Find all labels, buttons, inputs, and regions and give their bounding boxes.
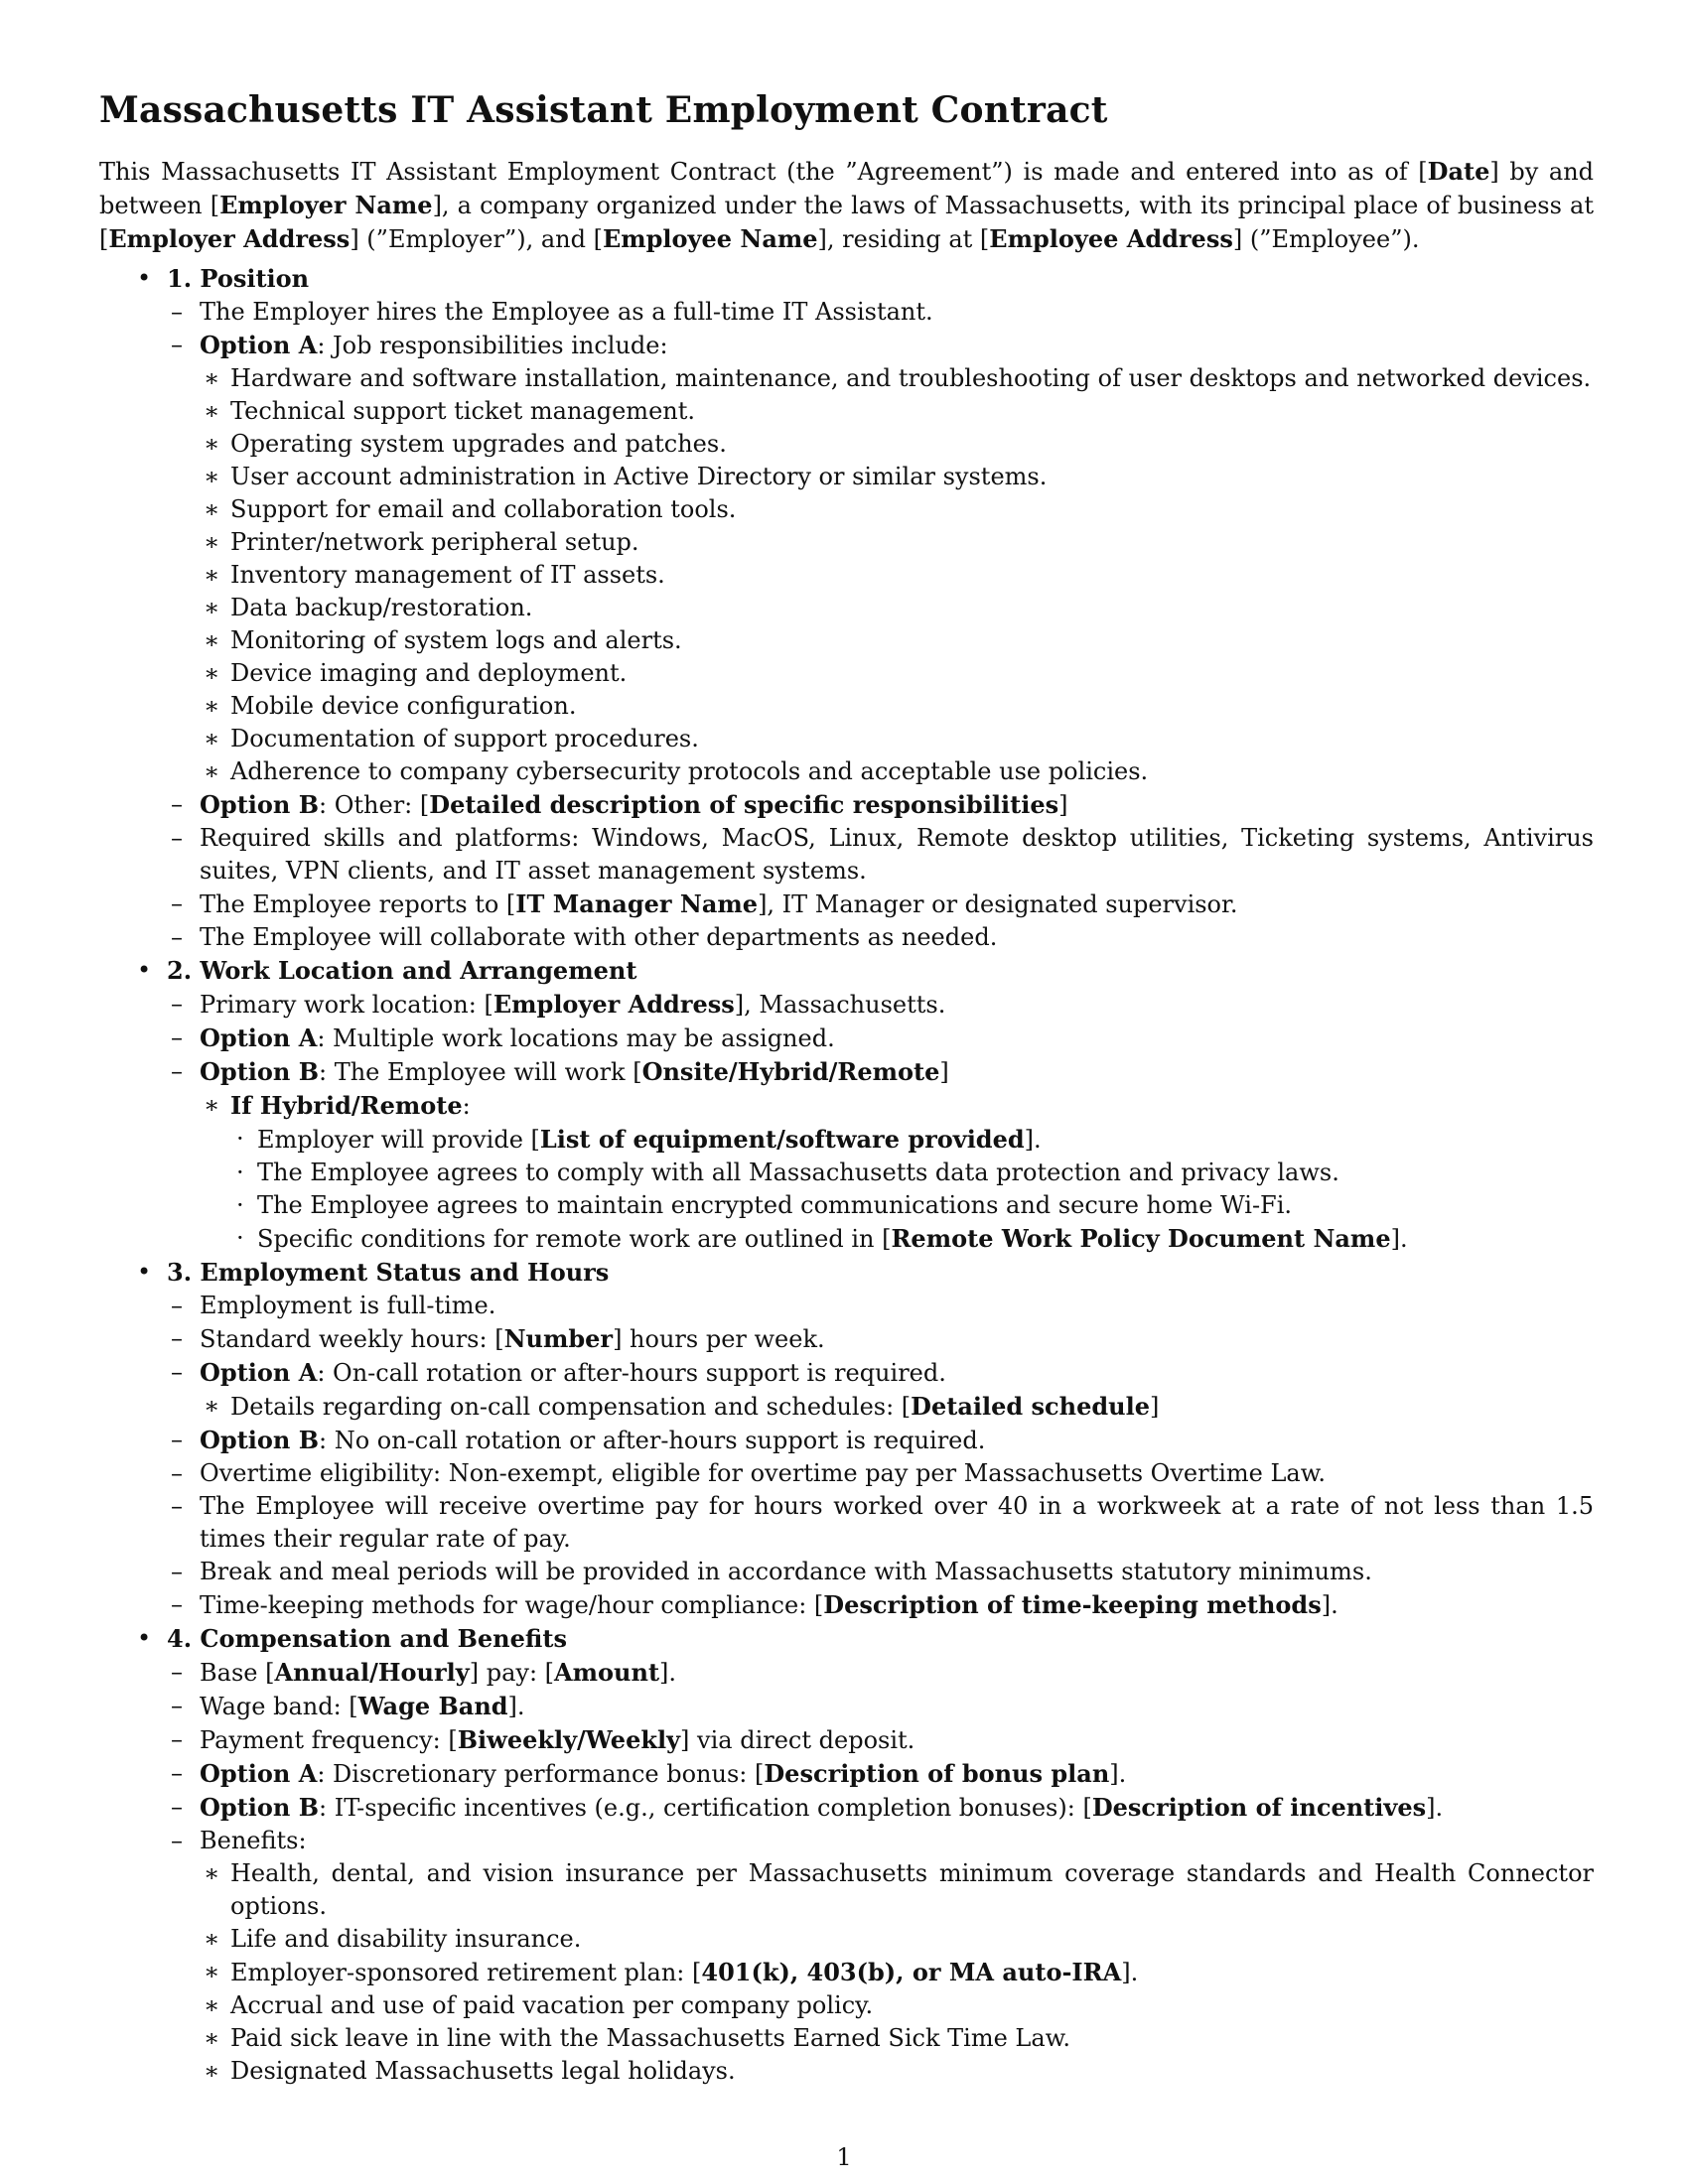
list-item: – Employment is full-time.: [167, 1290, 1594, 1322]
option-label: Option A: [200, 331, 318, 359]
star-marker: ∗: [204, 1859, 220, 1887]
dash-marker: –: [171, 1492, 183, 1520]
benefits-list: [200, 1857, 1594, 2088]
star-marker: ∗: [204, 725, 220, 752]
employer-name-placeholder: Employer Name: [219, 191, 433, 219]
list-item: ∗ Life and disability insurance.: [200, 1923, 1594, 1956]
option-label: Option A: [200, 1759, 318, 1788]
placeholder-field: Number: [503, 1324, 614, 1353]
option-label: Option B: [200, 1057, 319, 1086]
star-marker: ∗: [204, 1925, 220, 1953]
responsibility-item: ∗ Device imaging and deployment.: [200, 657, 1594, 690]
star-marker: ∗: [204, 364, 220, 392]
responsibility-item: ∗ Inventory management of IT assets.: [200, 559, 1594, 592]
list-item: ∗ Designated Massachusetts legal holidays.: [200, 2055, 1594, 2088]
bullet-marker: •: [137, 956, 152, 984]
dash-marker: –: [171, 1426, 183, 1453]
list-item: – Primary work location: [Employer Address], Massachusetts.: [171, 990, 946, 1019]
section-title: 3. Employment Status and Hours: [167, 1258, 610, 1287]
list-item: – Time-keeping methods for wage/hour compliance: [Description of time-keeping methods].: [171, 1590, 1338, 1619]
placeholder-field: Wage Band: [357, 1692, 508, 1720]
list-item: · The Employee agrees to maintain encrypted communications and secure home Wi-Fi.: [230, 1189, 1594, 1222]
page-number: 1: [836, 2143, 852, 2171]
list-item: – Option B: No on-call rotation or after-hours support is required.: [171, 1426, 986, 1454]
employee-address-placeholder: Employee Address: [989, 224, 1233, 253]
list-item: – The Employee will receive overtime pay for hours worked over 40 in a workweek at a rate of not less than 1.5 times their regular rate of pay.: [171, 1492, 1594, 1553]
star-marker: ∗: [204, 463, 220, 490]
placeholder-field: Annual/Hourly: [274, 1658, 470, 1687]
section-title: 4. Compensation and Benefits: [167, 1624, 567, 1653]
dash-marker: –: [171, 889, 183, 917]
list-item: · Employer will provide [List of equipment/software provided].: [236, 1125, 1042, 1154]
list-item: – The Employee reports to [IT Manager Name], IT Manager or designated supervisor.: [171, 889, 1238, 918]
list-item: – Break and meal periods will be provided in accordance with Massachusetts statutory minimums.: [167, 1556, 1594, 1588]
document-page: [99, 87, 1594, 2088]
hybrid-conditions: [230, 1123, 1594, 1256]
star-marker: ∗: [204, 2057, 220, 2085]
responsibility-item: ∗ Adherence to company cybersecurity protocols and acceptable use policies.: [200, 755, 1594, 788]
list-item: · The Employee agrees to comply with all Massachusetts data protection and privacy laws.: [230, 1157, 1594, 1189]
list-item: – Wage band: [Wage Band].: [171, 1692, 525, 1720]
star-marker: ∗: [204, 757, 220, 785]
dot-marker: ·: [236, 1224, 244, 1252]
dash-marker: –: [171, 1658, 183, 1686]
responsibility-item: ∗ User account administration in Active Directory or similar systems.: [200, 461, 1594, 493]
list-item: – Option B: IT-specific incentives (e.g., certification completion bonuses): [Description of incentives].: [171, 1793, 1444, 1822]
section-work-location: [99, 954, 1594, 1256]
subsection-list: [167, 1656, 1594, 2088]
placeholder-field: List of equipment/software provided: [539, 1125, 1025, 1154]
dash-marker: –: [171, 1793, 183, 1821]
responsibility-item: ∗ Monitoring of system logs and alerts.: [200, 624, 1594, 657]
list-item: – Option B: Other: [Detailed description of specific responsibilities]: [171, 790, 1068, 819]
dash-marker: –: [171, 1459, 183, 1487]
list-item: ∗ Accrual and use of paid vacation per company policy.: [200, 1989, 1594, 2022]
responsibility-item: ∗ Documentation of support procedures.: [200, 723, 1594, 755]
responsibility-item: ∗ Printer/network peripheral setup.: [200, 526, 1594, 559]
bullet-marker: •: [137, 264, 152, 292]
dash-marker: –: [171, 1558, 183, 1585]
star-marker: ∗: [204, 1392, 220, 1420]
placeholder-field: IT Manager Name: [515, 889, 759, 918]
dash-marker: –: [171, 790, 183, 818]
option-label: Option B: [200, 790, 319, 819]
star-marker: ∗: [204, 1091, 220, 1119]
employer-address-placeholder: Employer Address: [108, 224, 351, 253]
dash-marker: –: [171, 298, 183, 326]
option-label: Option A: [200, 1024, 318, 1052]
placeholder-field: Remote Work Policy Document Name: [891, 1224, 1391, 1253]
responsibility-item: ∗ Hardware and software installation, maintenance, and troubleshooting of user desktops and networked devices.: [200, 362, 1594, 395]
list-item: – The Employee will collaborate with other departments as needed.: [167, 921, 1594, 954]
star-marker: ∗: [204, 594, 220, 621]
placeholder-field: Description of time-keeping methods: [823, 1590, 1322, 1619]
list-item: · Specific conditions for remote work are outlined in [Remote Work Policy Document Name].: [236, 1224, 1408, 1253]
date-placeholder: Date: [1427, 157, 1490, 186]
placeholder-field: Onsite/Hybrid/Remote: [641, 1057, 940, 1086]
star-marker: ∗: [204, 430, 220, 458]
dot-marker: ·: [236, 1159, 244, 1186]
star-marker: ∗: [204, 626, 220, 654]
star-marker: ∗: [204, 692, 220, 720]
list-item: ∗ Employer-sponsored retirement plan: [401(k), 403(b), or MA auto-IRA].: [204, 1958, 1139, 1986]
list-item: – Overtime eligibility: Non-exempt, eligible for overtime pay per Massachusetts Overtime Law.: [167, 1457, 1594, 1490]
star-marker: ∗: [204, 1991, 220, 2019]
section-title: 1. Position: [167, 264, 310, 293]
list-item: – Option A: Job responsibilities include: ∗ Hardware and software installation, maintenance, and troubleshooting of user desktops and networked devices. ∗ Technical support ticket management. ∗ Operating system upgrades and patches. ∗ User account administration in Active Directory or similar systems. ∗ Support for email and collaboration tools. ∗ Printer/network peripheral setup. ∗ Inventory management of IT assets. ∗ Data backup/restoration. ∗ Monitoring of system logs and alerts. ∗ Device imaging and deployment. ∗ Mobile device configuration. ∗ Documentation of support procedures. ∗ Adherence to company cybersecurity protocols and acceptable use policies.: [167, 329, 1594, 788]
oncall-list: [200, 1390, 1594, 1424]
subsection-list: [167, 988, 1594, 1256]
option-label: Option B: [200, 1793, 319, 1822]
hybrid-list: [200, 1089, 1594, 1256]
list-item: – Required skills and platforms: Windows, MacOS, Linux, Remote desktop utilities, Ticketing systems, Antivirus suites, VPN clients, and IT asset management systems.: [171, 824, 1594, 885]
section-position: [99, 262, 1594, 954]
section-title: 2. Work Location and Arrangement: [167, 956, 637, 985]
dash-marker: –: [171, 990, 183, 1018]
bullet-marker: •: [137, 1624, 152, 1652]
list-item: ∗ Paid sick leave in line with the Massachusetts Earned Sick Time Law.: [200, 2022, 1594, 2055]
responsibility-item: ∗ Support for email and collaboration tools.: [200, 493, 1594, 526]
dash-marker: –: [171, 1759, 183, 1787]
placeholder-field: 401(k), 403(b), or MA auto-IRA: [701, 1958, 1122, 1986]
star-marker: ∗: [204, 561, 220, 589]
responsibility-item: ∗ Data backup/restoration.: [200, 592, 1594, 624]
list-item: – Option A: Discretionary performance bonus: [Description of bonus plan].: [171, 1759, 1127, 1788]
employee-name-placeholder: Employee Name: [602, 224, 818, 253]
responsibility-item: ∗ Operating system upgrades and patches.: [200, 428, 1594, 461]
placeholder-field: Employer Address: [492, 990, 735, 1019]
placeholder-field: Amount: [554, 1658, 660, 1687]
dash-marker: –: [171, 1358, 183, 1386]
list-item: – Base [Annual/Hourly] pay: [Amount].: [171, 1658, 677, 1687]
dash-marker: –: [171, 824, 183, 852]
dash-marker: –: [171, 1324, 183, 1352]
placeholder-field: Detailed description of specific responsibilities: [429, 790, 1059, 819]
subsection-list: [167, 296, 1594, 954]
dash-marker: –: [171, 1725, 183, 1753]
star-marker: ∗: [204, 495, 220, 523]
list-item: ∗ Health, dental, and vision insurance per Massachusetts minimum coverage standards and Health Connector options.: [204, 1859, 1594, 1920]
dash-marker: –: [171, 1024, 183, 1051]
dot-marker: ·: [236, 1191, 244, 1219]
responsibility-list: [200, 362, 1594, 788]
star-marker: ∗: [204, 397, 220, 425]
responsibility-item: ∗ Mobile device configuration.: [200, 690, 1594, 723]
bullet-marker: •: [137, 1258, 152, 1286]
placeholder-field: Biweekly/Weekly: [457, 1725, 681, 1754]
list-item: – Payment frequency: [Biweekly/Weekly] via direct deposit.: [171, 1725, 915, 1754]
star-marker: ∗: [204, 659, 220, 687]
option-label: Option B: [200, 1426, 319, 1454]
subsection-list: [167, 1290, 1594, 1622]
dash-marker: –: [171, 331, 183, 358]
star-marker: ∗: [204, 528, 220, 556]
section-employment-status: [99, 1256, 1594, 1622]
dash-marker: –: [171, 1057, 183, 1085]
hybrid-label: If Hybrid/Remote: [230, 1091, 463, 1120]
dot-marker: ·: [236, 1125, 244, 1153]
placeholder-field: Description of incentives: [1091, 1793, 1427, 1822]
section-compensation: [99, 1622, 1594, 2088]
document-title: Massachusetts IT Assistant Employment Contract: [99, 89, 1108, 131]
star-marker: ∗: [204, 1958, 220, 1985]
dash-marker: –: [171, 923, 183, 951]
dash-marker: –: [171, 1692, 183, 1719]
list-item: – Benefits: ∗ Health, dental, and vision insurance per Massachusetts minimum coverage standards and Health Connector options. ∗ Life and disability insurance. ∗ Employer-sponsored retirement plan: [401(k), 403(b), or MA auto-IRA]. ∗ Accrual and use of paid vacation per company policy. ∗ Paid sick leave in line with the Massachusetts Earned Sick Time Law. ∗ Designated Massachusetts legal holidays.: [167, 1825, 1594, 2088]
list-item: – The Employer hires the Employee as a full-time IT Assistant.: [167, 296, 1594, 329]
list-item: – Option A: On-call rotation or after-hours support is required. ∗ Details regarding on-call compensation and schedules: [Detailed schedule]: [167, 1356, 1594, 1424]
dash-marker: –: [171, 1590, 183, 1618]
intro-paragraph: This Massachusetts IT Assistant Employment Contract (the ”Agreement”) is made and entered into as of [Date] by and between [Employer Name], a company organized under the laws of Massachusetts, with its principal place of business at [Employer Address] (”Employer”), and [Employee Name], residing at [Employee Address] (”Employee”).: [99, 157, 1595, 253]
list-item: – Option A: Multiple work locations may be assigned.: [171, 1024, 835, 1052]
list-item: – Standard weekly hours: [Number] hours per week.: [171, 1324, 825, 1353]
list-item: – Option B: The Employee will work [Onsite/Hybrid/Remote] ∗ If Hybrid/Remote: · Employer will provide [List of equipment/software provided]. · The Employee agrees to comply with all Massachusetts data protection and privacy laws. · The Employee agrees to maintain encrypted communications and secure home Wi-Fi. · Specific conditions for remote work are outlined in [Remote Work Policy Document Name].: [167, 1055, 1594, 1256]
placeholder-field: Description of bonus plan: [764, 1759, 1110, 1788]
star-marker: ∗: [204, 2024, 220, 2052]
list-item: ∗ Details regarding on-call compensation and schedules: [Detailed schedule]: [204, 1392, 1160, 1421]
dash-marker: –: [171, 1827, 183, 1854]
placeholder-field: Detailed schedule: [911, 1392, 1150, 1421]
section-list: [99, 262, 1594, 2088]
list-item: ∗ If Hybrid/Remote: · Employer will provide [List of equipment/software provided]. · The Employee agrees to comply with all Massachusetts data protection and privacy laws. · The Employee agrees to maintain encrypted communications and secure home Wi-Fi. · Specific conditions for remote work are outlined in [Remote Work Policy Document Name].: [200, 1089, 1594, 1256]
option-label: Option A: [200, 1358, 318, 1387]
dash-marker: –: [171, 1292, 183, 1319]
responsibility-item: ∗ Technical support ticket management.: [200, 395, 1594, 428]
